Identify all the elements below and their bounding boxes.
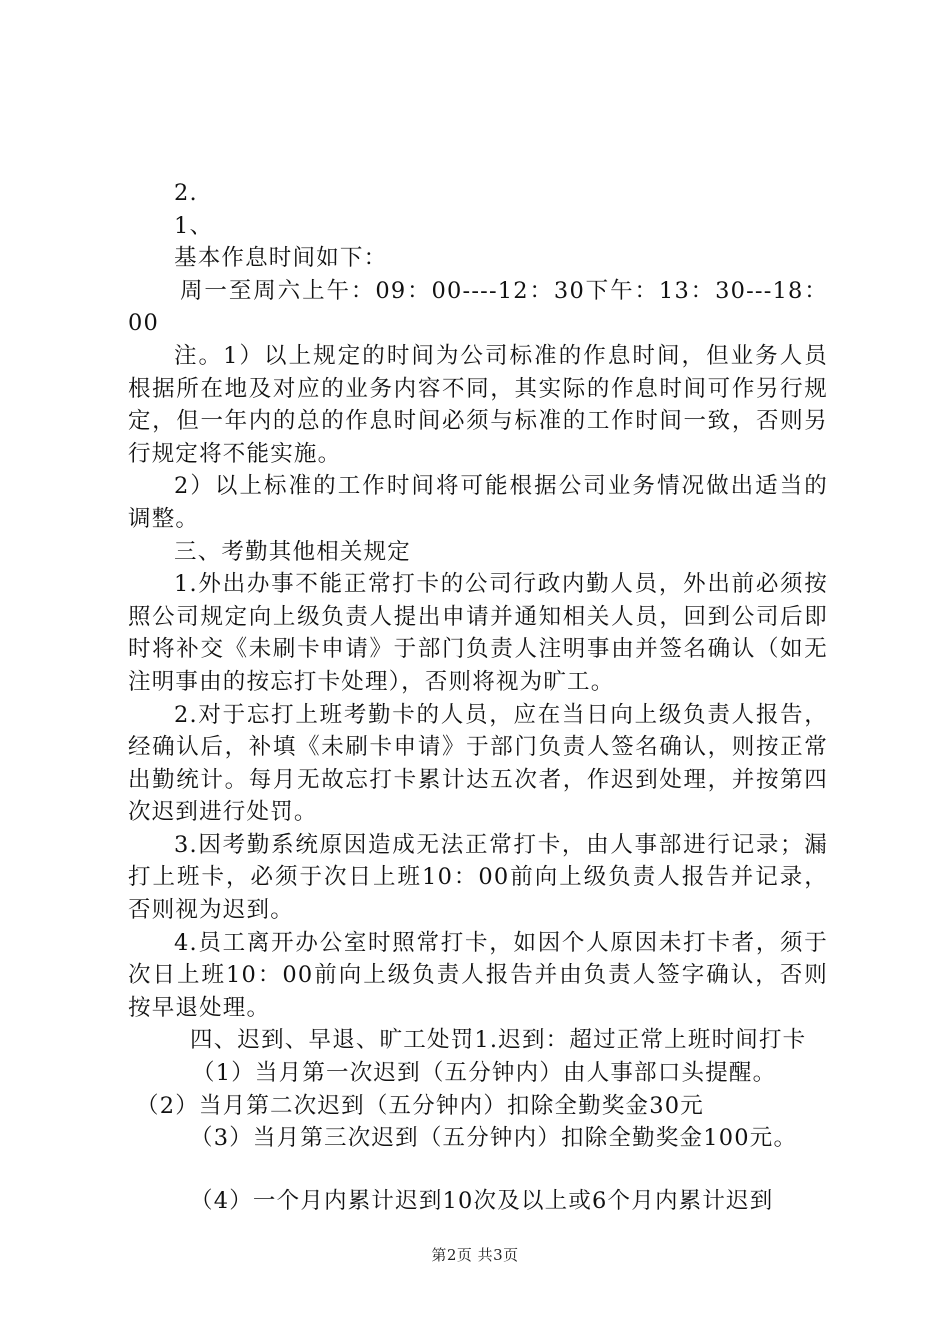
schedule-hours: 周一至周六上午：09：00----12：30下午：13：30---18：00	[128, 277, 828, 337]
heading-number-1: 1、	[174, 212, 214, 239]
penalty-item-3: （3）当月第三次迟到（五分钟内）扣除全勤奖金100元。	[190, 1125, 798, 1152]
penalty-item-2: （2）当月第二次迟到（五分钟内）扣除全勤奖金30元	[136, 1092, 704, 1119]
rule-paragraph-2: 2.对于忘打上班考勤卡的人员，应在当日向上级负责人报告，经确认后，补填《未刷卡申请》于部门负责人签名确认，则按正常出勤统计。每月无故忘打卡累计达五次者，作迟到处理，并按第四次迟到进行处罚。	[128, 701, 828, 826]
section-heading-3: 三、考勤其他相关规定	[174, 538, 412, 565]
rule-paragraph-3: 3.因考勤系统原因造成无法正常打卡，由人事部进行记录；漏打上班卡，必须于次日上班10：00前向上级负责人报告并记录，否则视为迟到。	[128, 831, 828, 924]
penalty-item-4: （4）一个月内累计迟到10次及以上或6个月内累计迟到	[190, 1187, 774, 1214]
section-heading-4: 四、迟到、早退、旷工处罚1.迟到：超过正常上班时间打卡	[190, 1027, 807, 1054]
heading-number-2: 2.	[174, 180, 198, 206]
document-body	[128, 177, 828, 1217]
note-paragraph-2: 2）以上标准的工作时间将可能根据公司业务情况做出适当的调整。	[128, 473, 828, 532]
schedule-intro: 基本作息时间如下：	[174, 245, 388, 272]
page-footer: 第2页 共3页	[431, 1246, 519, 1264]
note-paragraph-1: 注。1）以上规定的时间为公司标准的作息时间，但业务人员根据所在地及对应的业务内容不同，其实际的作息时间可作另行规定，但一年内的总的作息时间必须与标准的工作时间一致，否则另行规定将不能实施。	[128, 342, 828, 467]
penalty-item-1: （1）当月第一次迟到（五分钟内）由人事部口头提醒。	[192, 1060, 777, 1087]
rule-paragraph-1: 1.外出办事不能正常打卡的公司行政内勤人员，外出前必须按照公司规定向上级负责人提出申请并通知相关人员，回到公司后即时将补交《未刷卡申请》于部门负责人注明事由并签名确认（如无注明事由的按忘打卡处理），否则将视为旷工。	[128, 571, 828, 695]
rule-paragraph-4: 4.员工离开办公室时照常打卡，如因个人原因未打卡者，须于次日上班10：00前向上级负责人报告并由负责人签字确认，否则按早退处理。	[128, 929, 828, 1021]
